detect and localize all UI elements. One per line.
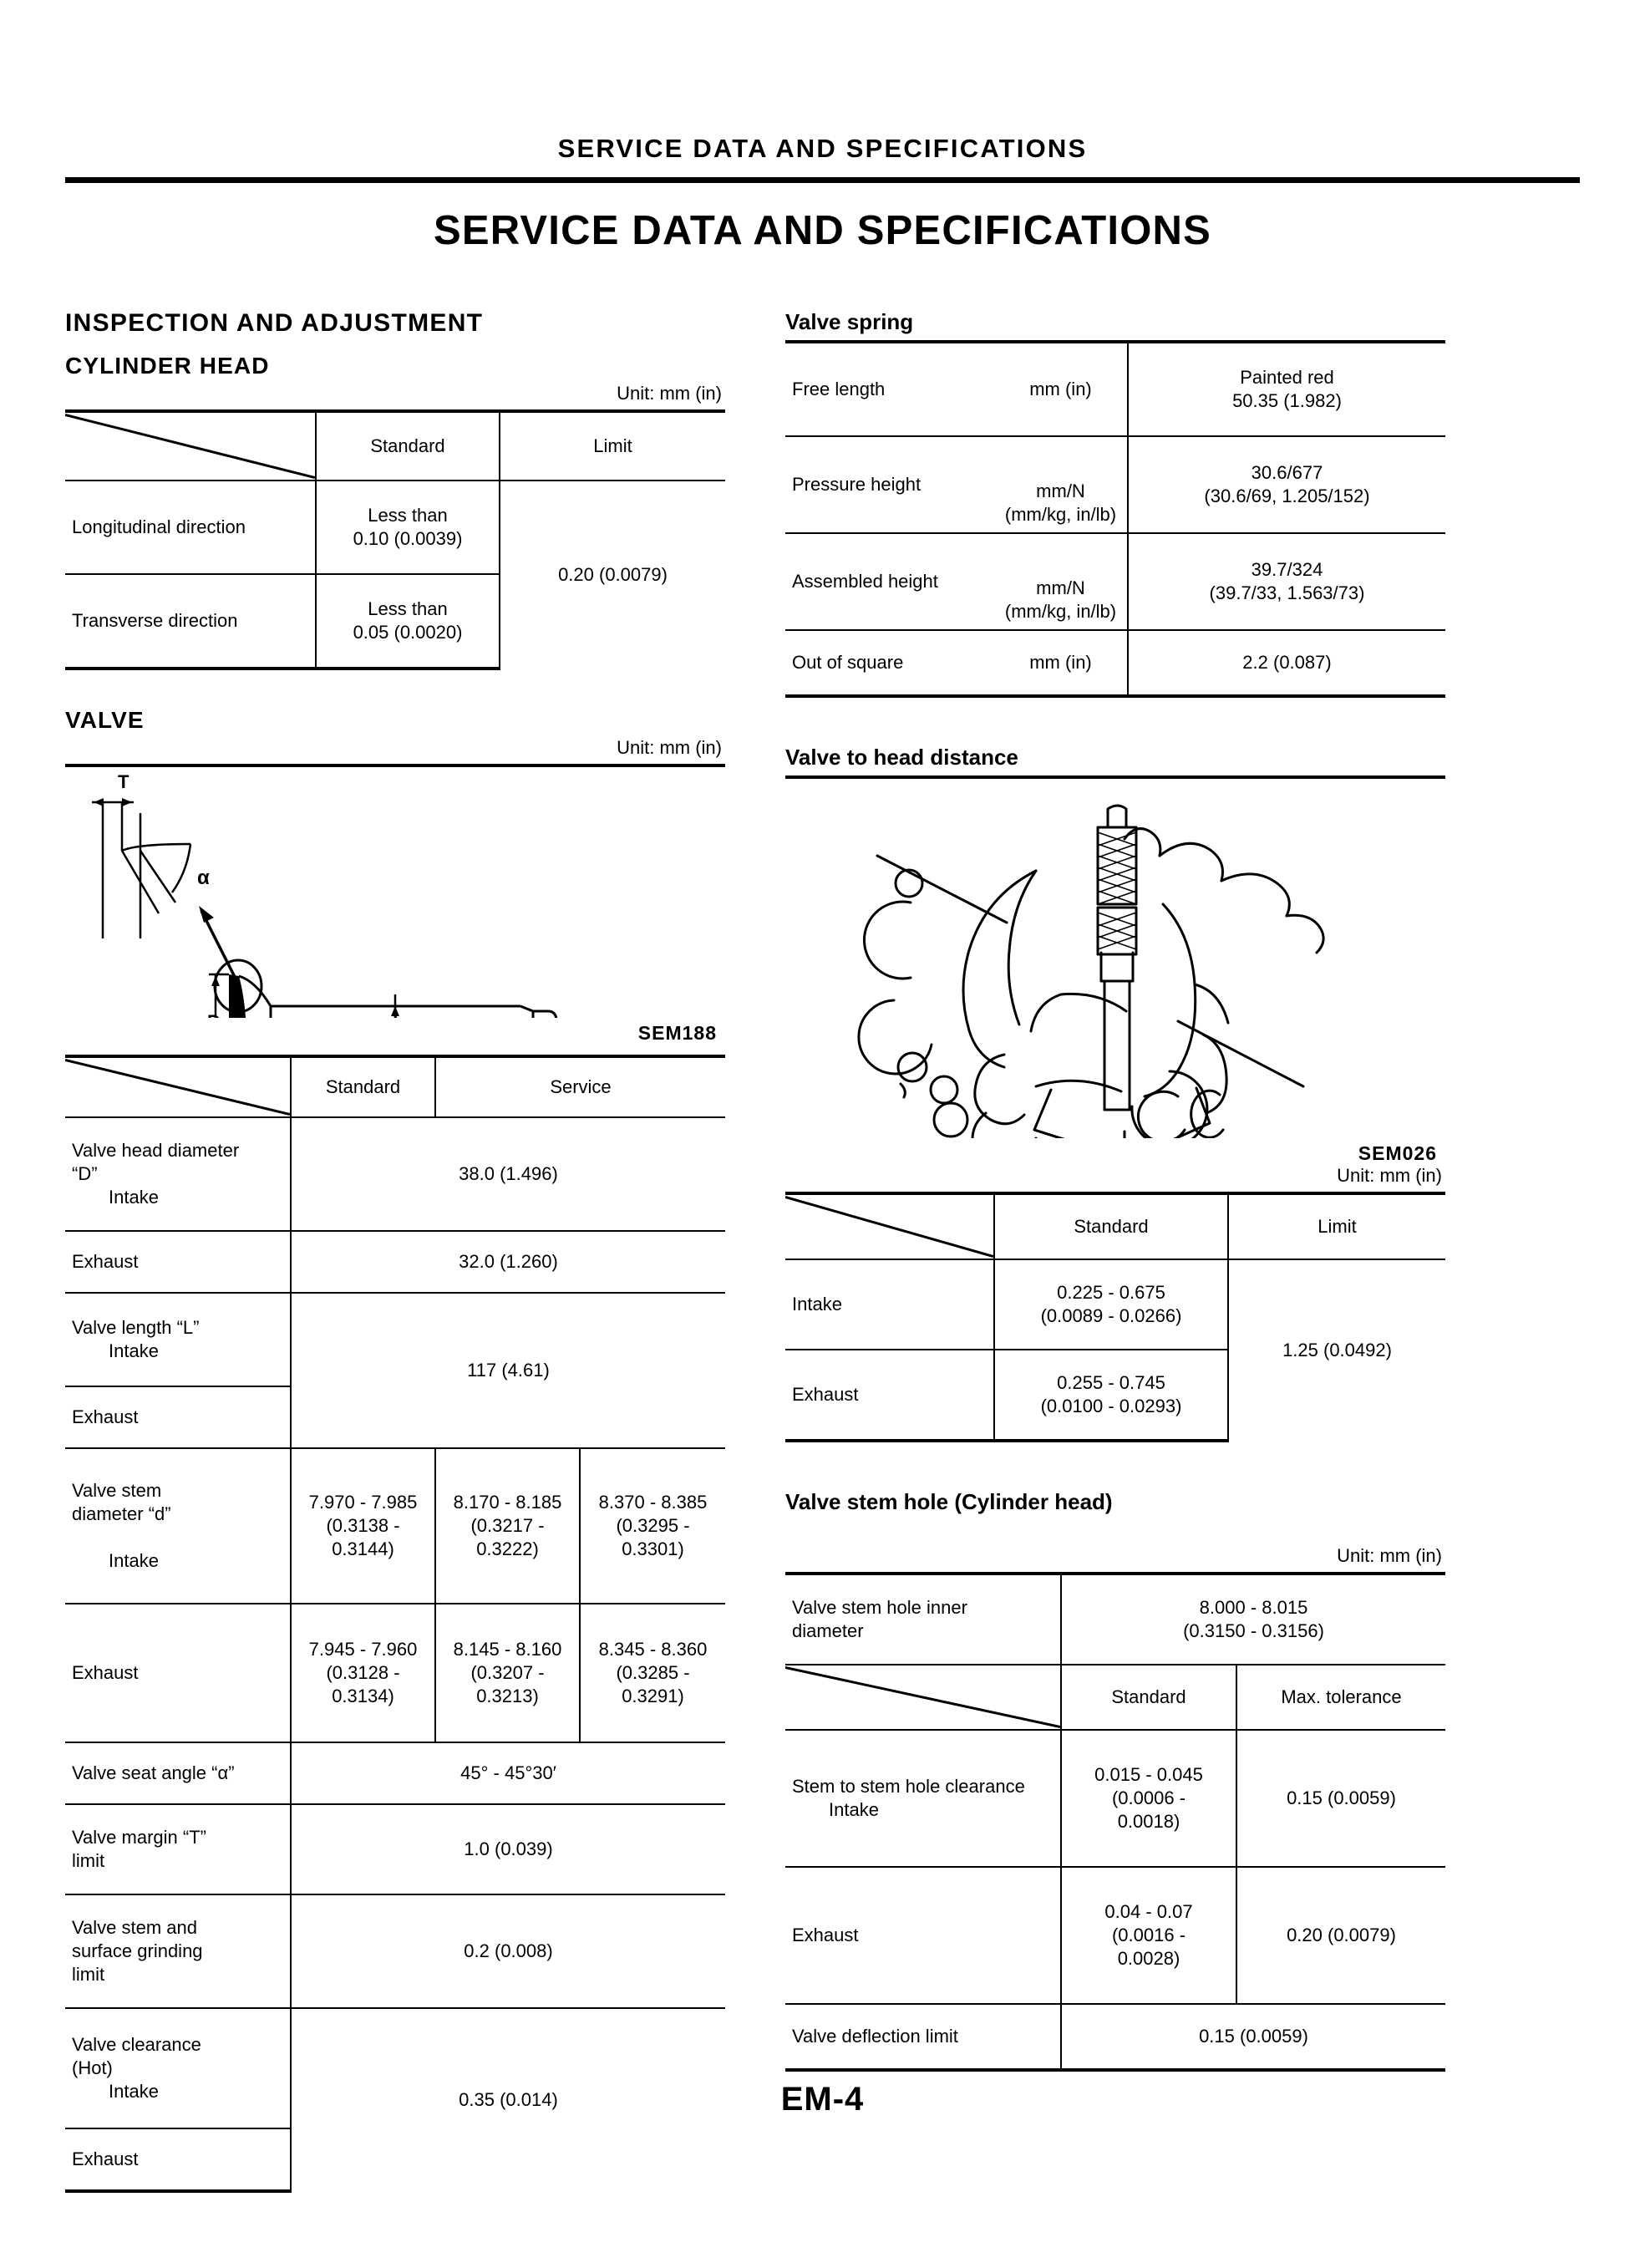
cell-limit-shared: 1.25 (0.0492) xyxy=(1228,1259,1445,1441)
cell-assembled-height-value xyxy=(1128,533,1445,630)
row-label-intake: Intake xyxy=(785,1259,994,1350)
value-line: 0.0018) xyxy=(1117,1811,1180,1833)
row-label-valve-length xyxy=(65,1293,291,1386)
cell-stem-diameter-intake-svc1 xyxy=(435,1448,580,1604)
label-line: Pressure height xyxy=(792,473,922,495)
valve-heading: VALVE xyxy=(65,707,145,733)
cylinder-head-heading: CYLINDER HEAD xyxy=(65,353,270,379)
label-line: Stem to stem hole clearance xyxy=(792,1775,1025,1797)
table-row xyxy=(785,1574,1445,1665)
table-row xyxy=(65,1293,725,1386)
row-label-valve-stem-diameter xyxy=(65,1448,291,1604)
value-line: (0.0100 - 0.0293) xyxy=(1040,1396,1182,1416)
table-header-row xyxy=(65,411,725,481)
row-label-pressure-height xyxy=(785,436,994,533)
hand-holding-depth-gauge-icon xyxy=(785,779,1445,1138)
table-row xyxy=(65,1448,725,1604)
row-label-valve-seat-angle: Valve seat angle “α” xyxy=(65,1742,291,1804)
row-label-surface-grinding xyxy=(65,1894,291,2008)
value-line: 0.3213) xyxy=(476,1686,539,1707)
label-line: Valve length “L” xyxy=(72,1316,200,1338)
value-line: 8.145 - 8.160 xyxy=(453,1638,562,1660)
table-header-row xyxy=(785,1665,1445,1730)
cell-stem-diameter-intake-std xyxy=(291,1448,435,1604)
table-row xyxy=(785,1259,1445,1350)
cell-standard-longitudinal xyxy=(316,481,500,574)
column-header-standard: Standard xyxy=(1061,1665,1236,1730)
header-rule xyxy=(65,177,1580,183)
standard-qualifier: Less than xyxy=(368,598,448,619)
valve-to-head-distance-heading: Valve to head distance xyxy=(785,745,1018,770)
table-row xyxy=(785,1730,1445,1867)
sub-label-intake: Intake xyxy=(109,1550,159,1572)
cell-free-length-value xyxy=(1128,342,1445,436)
value-line: Painted red xyxy=(1240,366,1334,388)
value-line: 7.945 - 7.960 xyxy=(308,1638,418,1660)
left-column xyxy=(65,309,725,2193)
label-d xyxy=(387,1011,398,1018)
diagonal-corner-cell xyxy=(785,1665,1061,1730)
value-line: 0.225 - 0.675 xyxy=(1057,1281,1165,1303)
right-column xyxy=(785,309,1445,2072)
valve-to-head-table xyxy=(785,1192,1445,1442)
label-T: T xyxy=(118,771,129,792)
value-line: (39.7/33, 1.563/73) xyxy=(1209,582,1365,603)
standard-value: 0.10 (0.0039) xyxy=(353,528,463,549)
value-line: (0.3285 - xyxy=(616,1661,690,1683)
value-line: 0.015 - 0.045 xyxy=(1094,1763,1203,1785)
cell-out-of-square-value: 2.2 (0.087) xyxy=(1128,630,1445,696)
row-label-stem-hole-inner-diameter xyxy=(785,1574,1061,1665)
sub-label-intake: Intake xyxy=(109,2081,159,2103)
cell-valve-clearance: 0.35 (0.014) xyxy=(291,2008,725,2191)
cell-stem-hole-inner-diameter xyxy=(1061,1574,1445,1665)
label-line: limit xyxy=(72,1964,105,1986)
cell-exhaust-standard xyxy=(1061,1867,1236,2004)
cell-valve-margin: 1.0 (0.039) xyxy=(291,1804,725,1894)
value-line: (30.6/69, 1.205/152) xyxy=(1204,486,1370,506)
row-label-valve-deflection-limit: Valve deflection limit xyxy=(785,2004,1061,2070)
value-line: (0.3128 - xyxy=(326,1661,400,1683)
sub-label-exhaust: Exhaust xyxy=(65,1604,291,1742)
value-line: 39.7/324 xyxy=(1251,558,1323,580)
table-row xyxy=(65,1742,725,1804)
table-row xyxy=(785,533,1445,630)
label-alpha: α xyxy=(197,867,210,889)
value-line: 0.255 - 0.745 xyxy=(1057,1371,1165,1393)
cell-pressure-height-value xyxy=(1128,436,1445,533)
unit-free-length: mm (in) xyxy=(994,342,1128,436)
table-row xyxy=(785,1867,1445,2004)
value-line: 7.970 - 7.985 xyxy=(308,1491,418,1513)
row-label-valve-margin xyxy=(65,1804,291,1894)
cylinder-head-unit-label: Unit: mm (in) xyxy=(617,383,722,404)
unit-pressure-height: mm/N (mm/kg, in/lb) xyxy=(994,436,1128,533)
label-line: (Hot) xyxy=(72,2057,113,2078)
cell-intake-standard xyxy=(994,1259,1228,1350)
row-label-stem-clearance-intake xyxy=(785,1730,1061,1867)
table-header-row xyxy=(65,1056,725,1117)
row-label-assembled-height xyxy=(785,533,994,630)
cell-valve-head-diameter-intake: 38.0 (1.496) xyxy=(291,1117,725,1231)
value-line: (0.3150 - 0.3156) xyxy=(1183,1620,1324,1641)
table-row xyxy=(65,1117,725,1231)
value-line: (0.3295 - xyxy=(616,1514,690,1536)
sub-label-intake: Intake xyxy=(109,1340,159,1361)
row-label-transverse: Transverse direction xyxy=(65,574,316,669)
column-header-limit: Limit xyxy=(500,411,725,481)
table-row xyxy=(65,481,725,574)
valve-figure-code: SEM188 xyxy=(637,1022,717,1044)
table-row xyxy=(65,1604,725,1742)
column-header-standard: Standard xyxy=(994,1193,1228,1259)
cell-standard-transverse xyxy=(316,574,500,669)
label-line: Valve clearance xyxy=(72,2033,201,2055)
value-line: (0.3217 - xyxy=(470,1514,545,1536)
row-label-exhaust: Exhaust xyxy=(785,1350,994,1441)
value-line: 0.0028) xyxy=(1117,1948,1180,1970)
value-line: 0.3222) xyxy=(476,1538,539,1560)
value-line: 8.345 - 8.360 xyxy=(598,1638,708,1660)
table-row xyxy=(785,342,1445,436)
cell-exhaust-max-tolerance: 0.20 (0.0079) xyxy=(1236,1867,1445,2004)
valve-unit-label: Unit: mm (in) xyxy=(617,737,722,758)
sub-label-exhaust: Exhaust xyxy=(65,1386,291,1448)
value-line: 8.000 - 8.015 xyxy=(1199,1596,1308,1618)
valve-stem-hole-heading: Valve stem hole (Cylinder head) xyxy=(785,1489,1113,1514)
running-header-title: SERVICE DATA AND SPECIFICATIONS xyxy=(557,134,1088,163)
row-label-valve-head-diameter xyxy=(65,1117,291,1231)
cell-valve-seat-angle: 45° - 45°30′ xyxy=(291,1742,725,1804)
standard-qualifier: Less than xyxy=(368,504,448,526)
table-row xyxy=(785,2004,1445,2070)
diagonal-line-icon xyxy=(785,1195,993,1259)
column-header-standard: Standard xyxy=(291,1056,435,1117)
cell-valve-deflection-limit: 0.15 (0.0059) xyxy=(1061,2004,1445,2070)
value-line: 0.04 - 0.07 xyxy=(1104,1900,1193,1922)
column-header-standard: Standard xyxy=(316,411,500,481)
row-label-longitudinal: Longitudinal direction xyxy=(65,481,316,574)
page-number: EM-4 xyxy=(780,2081,865,2118)
diagonal-line-icon xyxy=(65,1058,290,1116)
cell-stem-diameter-intake-svc2 xyxy=(580,1448,725,1604)
value-line: 8.370 - 8.385 xyxy=(598,1491,708,1513)
label-line: limit xyxy=(72,1850,105,1871)
unit-assembled-height: mm/N (mm/kg, in/lb) xyxy=(994,533,1128,630)
valve-to-head-figure-code: SEM026 xyxy=(1358,1142,1437,1164)
value-line: 0.3301) xyxy=(622,1538,684,1560)
label-line: diameter xyxy=(792,1620,864,1641)
label-line: Valve stem hole inner xyxy=(792,1596,967,1618)
row-label-stem-clearance-exhaust: Exhaust xyxy=(785,1867,1061,2004)
cell-stem-diameter-exhaust-svc2 xyxy=(580,1604,725,1742)
label-line: Valve margin “T” xyxy=(72,1826,206,1848)
value-line: 0.3134) xyxy=(332,1686,394,1707)
cell-stem-diameter-exhaust-svc1 xyxy=(435,1604,580,1742)
sub-label-intake: Intake xyxy=(829,1799,879,1820)
label-line: Valve head diameter xyxy=(72,1139,240,1161)
valve-stem-hole-table xyxy=(785,1572,1445,2072)
column-header-max-tolerance: Max. tolerance xyxy=(1236,1665,1445,1730)
value-line: (0.0006 - xyxy=(1111,1787,1186,1808)
table-row xyxy=(785,436,1445,533)
column-header-service: Service xyxy=(435,1056,725,1117)
table-row xyxy=(65,1231,725,1293)
page-title: SERVICE DATA AND SPECIFICATIONS xyxy=(433,208,1212,253)
valve-to-head-figure xyxy=(785,779,1445,1165)
diagonal-corner-cell xyxy=(65,1056,291,1117)
cell-valve-head-diameter-exhaust: 32.0 (1.260) xyxy=(291,1231,725,1293)
label-line: diameter “d” xyxy=(72,1503,171,1524)
standard-value: 0.05 (0.0020) xyxy=(353,622,463,643)
label-line: Assembled height xyxy=(792,570,938,592)
sub-label-exhaust: Exhaust xyxy=(65,2128,291,2191)
label-line: Valve stem and xyxy=(72,1916,198,1938)
valve-to-head-unit-label: Unit: mm (in) xyxy=(1337,1165,1442,1186)
valve-spring-table xyxy=(785,340,1445,698)
value-line: (0.0089 - 0.0266) xyxy=(1040,1305,1182,1326)
label-D xyxy=(207,1011,221,1018)
inspection-adjustment-heading: INSPECTION AND ADJUSTMENT xyxy=(65,309,484,337)
cell-exhaust-standard xyxy=(994,1350,1228,1441)
table-header-row xyxy=(785,1193,1445,1259)
cell-limit-shared: 0.20 (0.0079) xyxy=(500,481,725,669)
valve-stem-hole-unit-label: Unit: mm (in) xyxy=(1337,1545,1442,1566)
table-row xyxy=(785,630,1445,696)
value-line: 8.170 - 8.185 xyxy=(453,1491,562,1513)
valve-spring-heading: Valve spring xyxy=(785,309,914,334)
value-line: (0.3207 - xyxy=(470,1661,545,1683)
cell-intake-standard xyxy=(1061,1730,1236,1867)
diagonal-corner-cell xyxy=(785,1193,994,1259)
value-line: 50.35 (1.982) xyxy=(1232,390,1342,411)
column-header-limit: Limit xyxy=(1228,1193,1445,1259)
valve-cross-section-icon xyxy=(65,767,725,1018)
table-row xyxy=(65,1804,725,1894)
sub-label-intake: Intake xyxy=(109,1187,159,1208)
value-line: (0.0016 - xyxy=(1111,1924,1186,1945)
diagonal-corner-cell xyxy=(65,411,316,481)
value-line: 0.3291) xyxy=(622,1686,684,1707)
cell-valve-length-merged: 117 (4.61) xyxy=(291,1293,725,1448)
value-line: 30.6/677 xyxy=(1251,461,1323,483)
unit-out-of-square: mm (in) xyxy=(994,630,1128,696)
row-label-free-length: Free length xyxy=(785,342,994,436)
row-label-out-of-square: Out of square xyxy=(785,630,994,696)
table-row xyxy=(65,1894,725,2008)
cell-surface-grinding: 0.2 (0.008) xyxy=(291,1894,725,2008)
sub-label-exhaust: Exhaust xyxy=(65,1231,291,1293)
valve-spec-table xyxy=(65,1055,725,2193)
label-line: “D” xyxy=(72,1162,98,1184)
cell-intake-max-tolerance: 0.15 (0.0059) xyxy=(1236,1730,1445,1867)
diagonal-line-icon xyxy=(785,1665,1060,1729)
label-line: Valve stem xyxy=(72,1479,162,1501)
cell-stem-diameter-exhaust-std xyxy=(291,1604,435,1742)
value-line: 0.3144) xyxy=(332,1538,394,1560)
cylinder-head-table xyxy=(65,409,725,670)
label-line: surface grinding xyxy=(72,1940,203,1961)
value-line: (0.3138 - xyxy=(326,1514,400,1536)
valve-diagram-figure xyxy=(65,767,725,1045)
diagonal-line-icon xyxy=(65,413,315,480)
